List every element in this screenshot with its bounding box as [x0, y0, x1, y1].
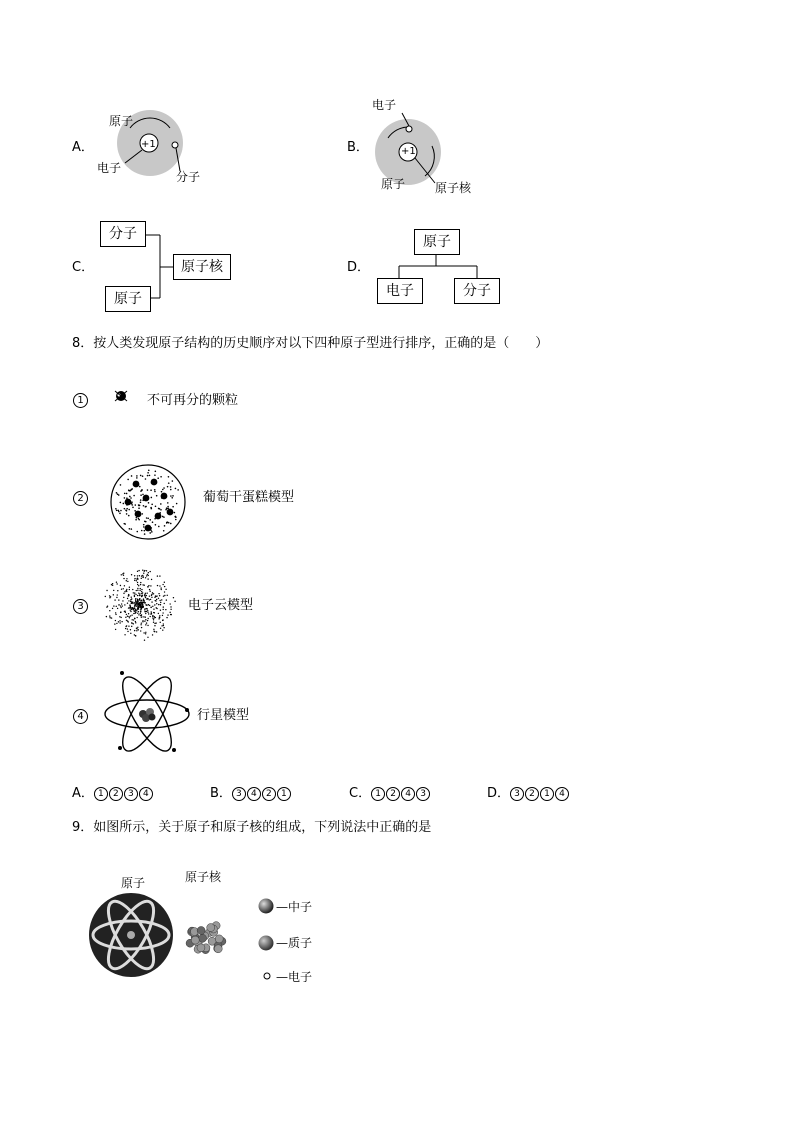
seq-digit: 2 — [262, 787, 276, 801]
legend-proton: —质子 — [276, 936, 313, 950]
option-d-molecule-box: 分子 — [454, 278, 500, 304]
option-a-electron-label: 电子 — [97, 161, 122, 175]
option-d-letter: D． — [347, 260, 371, 275]
seq-digit: 4 — [139, 787, 153, 801]
electron-cloud-model-image — [102, 567, 178, 643]
option-a-letter: A． — [72, 140, 94, 155]
q8-option-a-letter: A． — [72, 786, 94, 801]
q8-option-d-letter: D． — [487, 786, 511, 801]
seq-digit: 4 — [247, 787, 261, 801]
q8-option-b-letter: B． — [210, 786, 232, 801]
legend-neutron: —中子 — [276, 900, 313, 914]
seq-digit: 1 — [277, 787, 291, 801]
q8-option-d[interactable] — [487, 786, 570, 802]
option-c-atom-box: 原子 — [105, 286, 151, 312]
seq-digit: 2 — [109, 787, 123, 801]
item-1-number: 1 — [73, 393, 88, 408]
option-a-nucleus-sign: +1 — [141, 139, 156, 150]
seq-digit: 2 — [386, 787, 400, 801]
option-b-atom-label: 原子 — [381, 177, 406, 191]
nucleus-label: 原子核 — [185, 870, 222, 884]
option-b-nucleus-sign: +1 — [401, 146, 416, 157]
q8-option-c-letter: C． — [349, 786, 372, 801]
seq-digit: 1 — [94, 787, 108, 801]
option-c-nucleus-box: 原子核 — [173, 254, 231, 280]
planetary-model-image — [102, 670, 192, 758]
option-b-letter: B． — [347, 140, 369, 155]
item-3-number: 3 — [73, 599, 88, 614]
q8-option-b[interactable] — [210, 786, 292, 802]
seq-digit: 3 — [124, 787, 138, 801]
seq-digit: 3 — [510, 787, 524, 801]
nucleus-cluster-image — [182, 918, 230, 958]
proton-icon — [258, 935, 274, 951]
option-a-molecule-label: 分子 — [176, 170, 201, 184]
seq-digit: 2 — [525, 787, 539, 801]
option-b-electron-label: 电子 — [372, 98, 397, 112]
seq-digit: 3 — [232, 787, 246, 801]
item-3-label: 电子云模型 — [188, 598, 254, 613]
plum-pudding-model-image — [108, 462, 188, 542]
indivisible-particle-image — [111, 388, 131, 406]
option-c-letter: C． — [72, 260, 95, 275]
seq-digit: 4 — [401, 787, 415, 801]
seq-digit: 1 — [371, 787, 385, 801]
seq-digit: 4 — [555, 787, 569, 801]
atom-structure-image — [88, 892, 174, 978]
neutron-icon — [258, 898, 274, 914]
item-1-label: 不可再分的颗粒 — [147, 393, 239, 408]
seq-digit: 3 — [416, 787, 430, 801]
option-c-molecule-box: 分子 — [100, 221, 146, 247]
item-4-label: 行星模型 — [197, 708, 250, 723]
option-a-atom-label: 原子 — [109, 114, 134, 128]
legend-electron: —电子 — [276, 970, 313, 984]
option-d-atom-box: 原子 — [414, 229, 460, 255]
q8-option-a[interactable] — [72, 786, 154, 802]
item-2-number: 2 — [73, 491, 88, 506]
item-4-number: 4 — [73, 709, 88, 724]
electron-icon — [263, 972, 271, 980]
question-8-text: 8．按人类发现原子结构的历史顺序对以下四种原子型进行排序，正确的是（ ） — [72, 336, 549, 351]
question-9-text: 9．如图所示，关于原子和原子核的组成，下列说法中正确的是 — [72, 820, 432, 835]
q8-option-c[interactable] — [349, 786, 431, 802]
option-d-electron-box: 电子 — [377, 278, 423, 304]
atom-label: 原子 — [121, 876, 146, 890]
option-b-nucleus-label: 原子核 — [435, 181, 472, 195]
item-2-label: 葡萄干蛋糕模型 — [203, 490, 295, 505]
seq-digit: 1 — [540, 787, 554, 801]
